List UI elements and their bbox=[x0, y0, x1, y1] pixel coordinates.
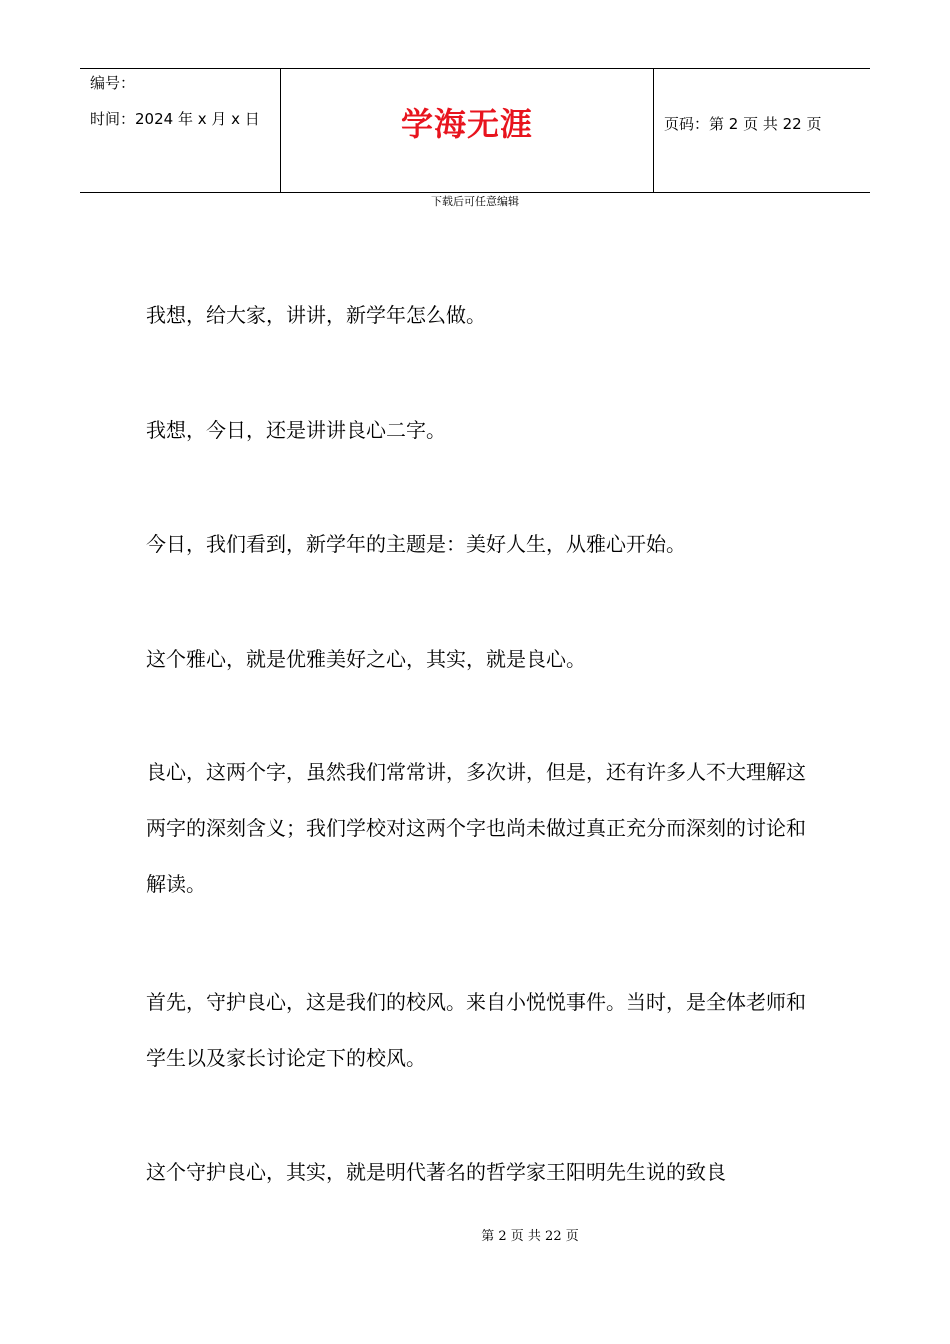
paragraph: 我想，给大家，讲讲，新学年怎么做。 bbox=[146, 303, 486, 327]
document-header bbox=[80, 68, 870, 193]
paragraph: 良心，这两个字，虽然我们常常讲，多次讲，但是，还有许多人不大理解这两字的深刻含义；我们学校对这两个字也尚未做过真正充分而深刻的讨论和解读。 bbox=[146, 760, 806, 896]
brand-title: 学海无涯 bbox=[400, 105, 533, 143]
footer-page-number: 第 2 页 共 22 页 bbox=[481, 1229, 579, 1244]
document-time: 时间：2024 年 x 月 x 日 bbox=[90, 110, 260, 128]
header-page-code: 页码：第 2 页 共 22 页 bbox=[664, 115, 822, 133]
paragraph: 我想，今日，还是讲讲良心二字。 bbox=[146, 418, 446, 442]
edit-note: 下载后可任意编辑 bbox=[431, 195, 519, 208]
header-info-cell bbox=[80, 69, 281, 192]
document-number-label: 编号： bbox=[90, 74, 136, 92]
header-page-cell bbox=[654, 69, 870, 192]
paragraph: 这个雅心，就是优雅美好之心，其实，就是良心。 bbox=[146, 647, 586, 671]
paragraph: 今日，我们看到，新学年的主题是：美好人生，从雅心开始。 bbox=[146, 532, 686, 556]
paragraph: 这个守护良心，其实，就是明代著名的哲学家王阳明先生说的致良 bbox=[146, 1160, 726, 1184]
paragraph: 首先，守护良心，这是我们的校风。来自小悦悦事件。当时，是全体老师和学生以及家长讨论定下的校风。 bbox=[146, 990, 806, 1070]
header-brand-cell bbox=[281, 69, 654, 192]
